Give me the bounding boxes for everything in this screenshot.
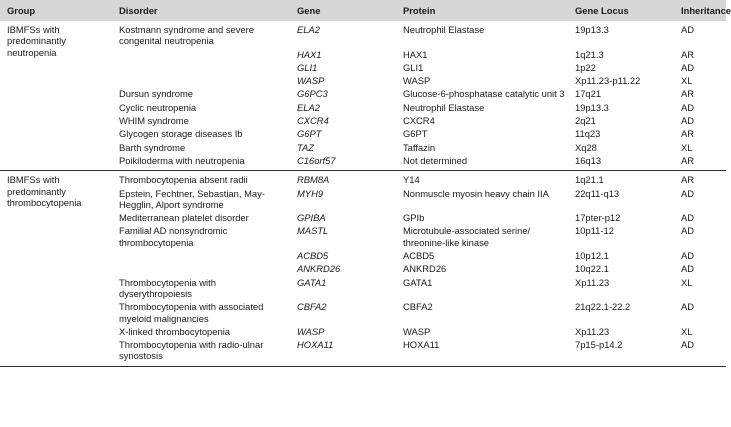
locus-cell: 10q22.1 xyxy=(575,263,609,275)
inheritance-cell: XL xyxy=(681,276,693,288)
locus-cell: 16q13 xyxy=(575,154,602,166)
inheritance-cell: AD xyxy=(681,24,695,35)
gene-cell: G6PT xyxy=(297,128,322,140)
gene-cell: G6PC3 xyxy=(297,88,328,100)
protein-cell: ACBD5 xyxy=(403,250,435,262)
gene-cell: RBM8A xyxy=(297,174,330,186)
header-group: Group xyxy=(7,4,36,16)
locus-cell: Xp11.23-p11.22 xyxy=(575,75,641,87)
protein-cell: CXCR4 xyxy=(403,115,435,127)
inheritance-cell: AD xyxy=(681,115,695,127)
group-cell: IBMFSs with predominantly thrombocytopenia xyxy=(7,174,82,208)
locus-cell: 22q11-q13 xyxy=(575,187,620,199)
table-bottom-rule xyxy=(0,363,726,367)
disorder-cell: Glycogen storage diseases Ib xyxy=(119,128,243,140)
disorder-cell: Barth syndrome xyxy=(119,141,186,153)
protein-cell: Glucose-6-phosphatase catalytic unit 3 xyxy=(403,88,565,100)
inheritance-cell: XL xyxy=(681,325,693,337)
disorder-cell: Kostmann syndrome and severe congenital neutropenia xyxy=(119,24,254,47)
protein-cell: Y14 xyxy=(403,174,420,186)
inheritance-cell: AR xyxy=(681,88,695,100)
disorder-cell xyxy=(112,48,290,61)
protein-cell: WASP xyxy=(403,75,431,87)
protein-cell: HOXA11 xyxy=(403,339,440,351)
gene-cell: GATA1 xyxy=(297,276,327,288)
disorder-cell xyxy=(112,249,290,262)
locus-cell: Xq28 xyxy=(575,141,597,153)
locus-cell: Xp11.23 xyxy=(575,325,610,337)
inheritance-cell: XL xyxy=(681,141,693,153)
gene-cell: TAZ xyxy=(297,141,315,153)
gene-cell: WASP xyxy=(297,75,325,87)
inheritance-cell: AD xyxy=(681,61,695,73)
disorder-cell: Epstein, Fechtner, Sebastian, May-Hegglin, Alport syndrome xyxy=(119,187,265,210)
locus-cell: 17pter-p12 xyxy=(575,212,621,224)
gene-cell: CBFA2 xyxy=(297,301,327,313)
locus-cell: 10p12.1 xyxy=(575,250,609,262)
gene-cell: HOXA11 xyxy=(297,339,334,351)
header-locus: Gene Locus xyxy=(575,4,629,16)
disorder-cell: Thrombocytopenia with associated myeloid malignancies xyxy=(119,301,264,324)
gene-cell: GLI1 xyxy=(297,61,318,73)
protein-cell: GPIb xyxy=(403,212,425,224)
header-row xyxy=(0,0,726,21)
disorder-cell: Dursun syndrome xyxy=(119,88,193,100)
disorder-cell: Mediterranean platelet disorder xyxy=(119,212,249,224)
table-row xyxy=(0,171,726,187)
gene-cell: WASP xyxy=(297,325,325,337)
gene-cell: ELA2 xyxy=(297,24,320,35)
protein-cell: Not determined xyxy=(403,154,468,166)
protein-cell: Neutrophil Elastase xyxy=(403,24,485,35)
protein-cell: WASP xyxy=(403,325,431,337)
inheritance-cell: AR xyxy=(681,48,695,60)
header-disorder: Disorder xyxy=(119,4,158,16)
inheritance-cell: AD xyxy=(681,212,695,224)
protein-cell: G6PT xyxy=(403,128,428,140)
locus-cell: 2q21 xyxy=(575,115,596,127)
locus-cell: 11q23 xyxy=(575,128,601,140)
protein-cell: CBFA2 xyxy=(403,301,433,313)
protein-cell: Microtubule-associated serine/ threonine-like kinase xyxy=(403,225,531,248)
inheritance-cell: AR xyxy=(681,128,695,140)
protein-cell: HAX1 xyxy=(403,48,428,60)
gene-cell: HAX1 xyxy=(297,48,322,60)
disorder-cell: X-linked thrombocytopenia xyxy=(119,325,230,337)
inheritance-cell: AD xyxy=(681,101,695,113)
gene-cell: ANKRD26 xyxy=(297,263,341,275)
locus-cell: 19p13.3 xyxy=(575,101,609,113)
inheritance-cell: AR xyxy=(681,154,695,166)
disorder-cell xyxy=(112,74,290,87)
inheritance-cell: AD xyxy=(681,301,695,313)
locus-cell: 1q21.3 xyxy=(575,48,604,60)
protein-cell: ANKRD26 xyxy=(403,263,447,275)
disorder-cell: Thrombocytopenia absent radii xyxy=(119,174,248,186)
disorder-cell: Thrombocytopenia with radio-ulnar synostosis xyxy=(119,339,264,362)
header-inheritance: Inheritance xyxy=(681,4,731,16)
locus-cell: 21q22.1-22.2 xyxy=(575,301,631,313)
disorder-cell: Cyclic neutropenia xyxy=(119,101,197,113)
gene-cell: GPIBA xyxy=(297,212,326,224)
disorder-cell: WHIM syndrome xyxy=(119,115,189,127)
header-gene: Gene xyxy=(297,4,321,16)
inheritance-cell: AD xyxy=(681,339,695,351)
locus-cell: Xp11.23 xyxy=(575,276,610,288)
locus-cell: 19p13.3 xyxy=(575,24,609,35)
gene-cell: C16orf57 xyxy=(297,154,336,166)
inheritance-cell: AD xyxy=(681,225,695,237)
disorder-cell xyxy=(112,61,290,74)
inheritance-cell: AR xyxy=(681,174,695,186)
locus-cell: 1q21.1 xyxy=(575,174,604,186)
gene-cell: CXCR4 xyxy=(297,115,329,127)
group-cell: IBMFSs with predominantly neutropenia xyxy=(7,24,66,58)
gene-cell: MASTL xyxy=(297,225,329,237)
gene-cell: ELA2 xyxy=(297,101,320,113)
disorder-cell: Poikiloderma with neutropenia xyxy=(119,154,245,166)
inheritance-cell: AD xyxy=(681,187,695,199)
disorder-cell: Thrombocytopenia with dyserythropoiesis xyxy=(119,276,216,299)
disorder-cell xyxy=(112,262,290,275)
protein-cell: Nonmuscle myosin heavy chain IIA xyxy=(403,187,549,199)
locus-cell: 17q21 xyxy=(575,88,602,100)
protein-cell: Taffazin xyxy=(403,141,436,153)
inheritance-cell: AD xyxy=(681,250,695,262)
gene-cell: ACBD5 xyxy=(297,250,329,262)
locus-cell: 1p22 xyxy=(575,61,596,73)
disorder-cell: Familial AD nonsyndromic thrombocytopenia xyxy=(119,225,228,248)
protein-cell: GATA1 xyxy=(403,276,433,288)
header-protein: Protein xyxy=(403,4,436,16)
protein-cell: GLI1 xyxy=(403,61,424,73)
inheritance-cell: AD xyxy=(681,263,695,275)
locus-cell: 10p11-12 xyxy=(575,225,614,237)
table-row xyxy=(0,21,726,48)
locus-cell: 7p15-p14.2 xyxy=(575,339,623,351)
gene-cell: MYH9 xyxy=(297,187,324,199)
inheritance-cell: XL xyxy=(681,75,693,87)
protein-cell: Neutrophil Elastase xyxy=(403,101,485,113)
